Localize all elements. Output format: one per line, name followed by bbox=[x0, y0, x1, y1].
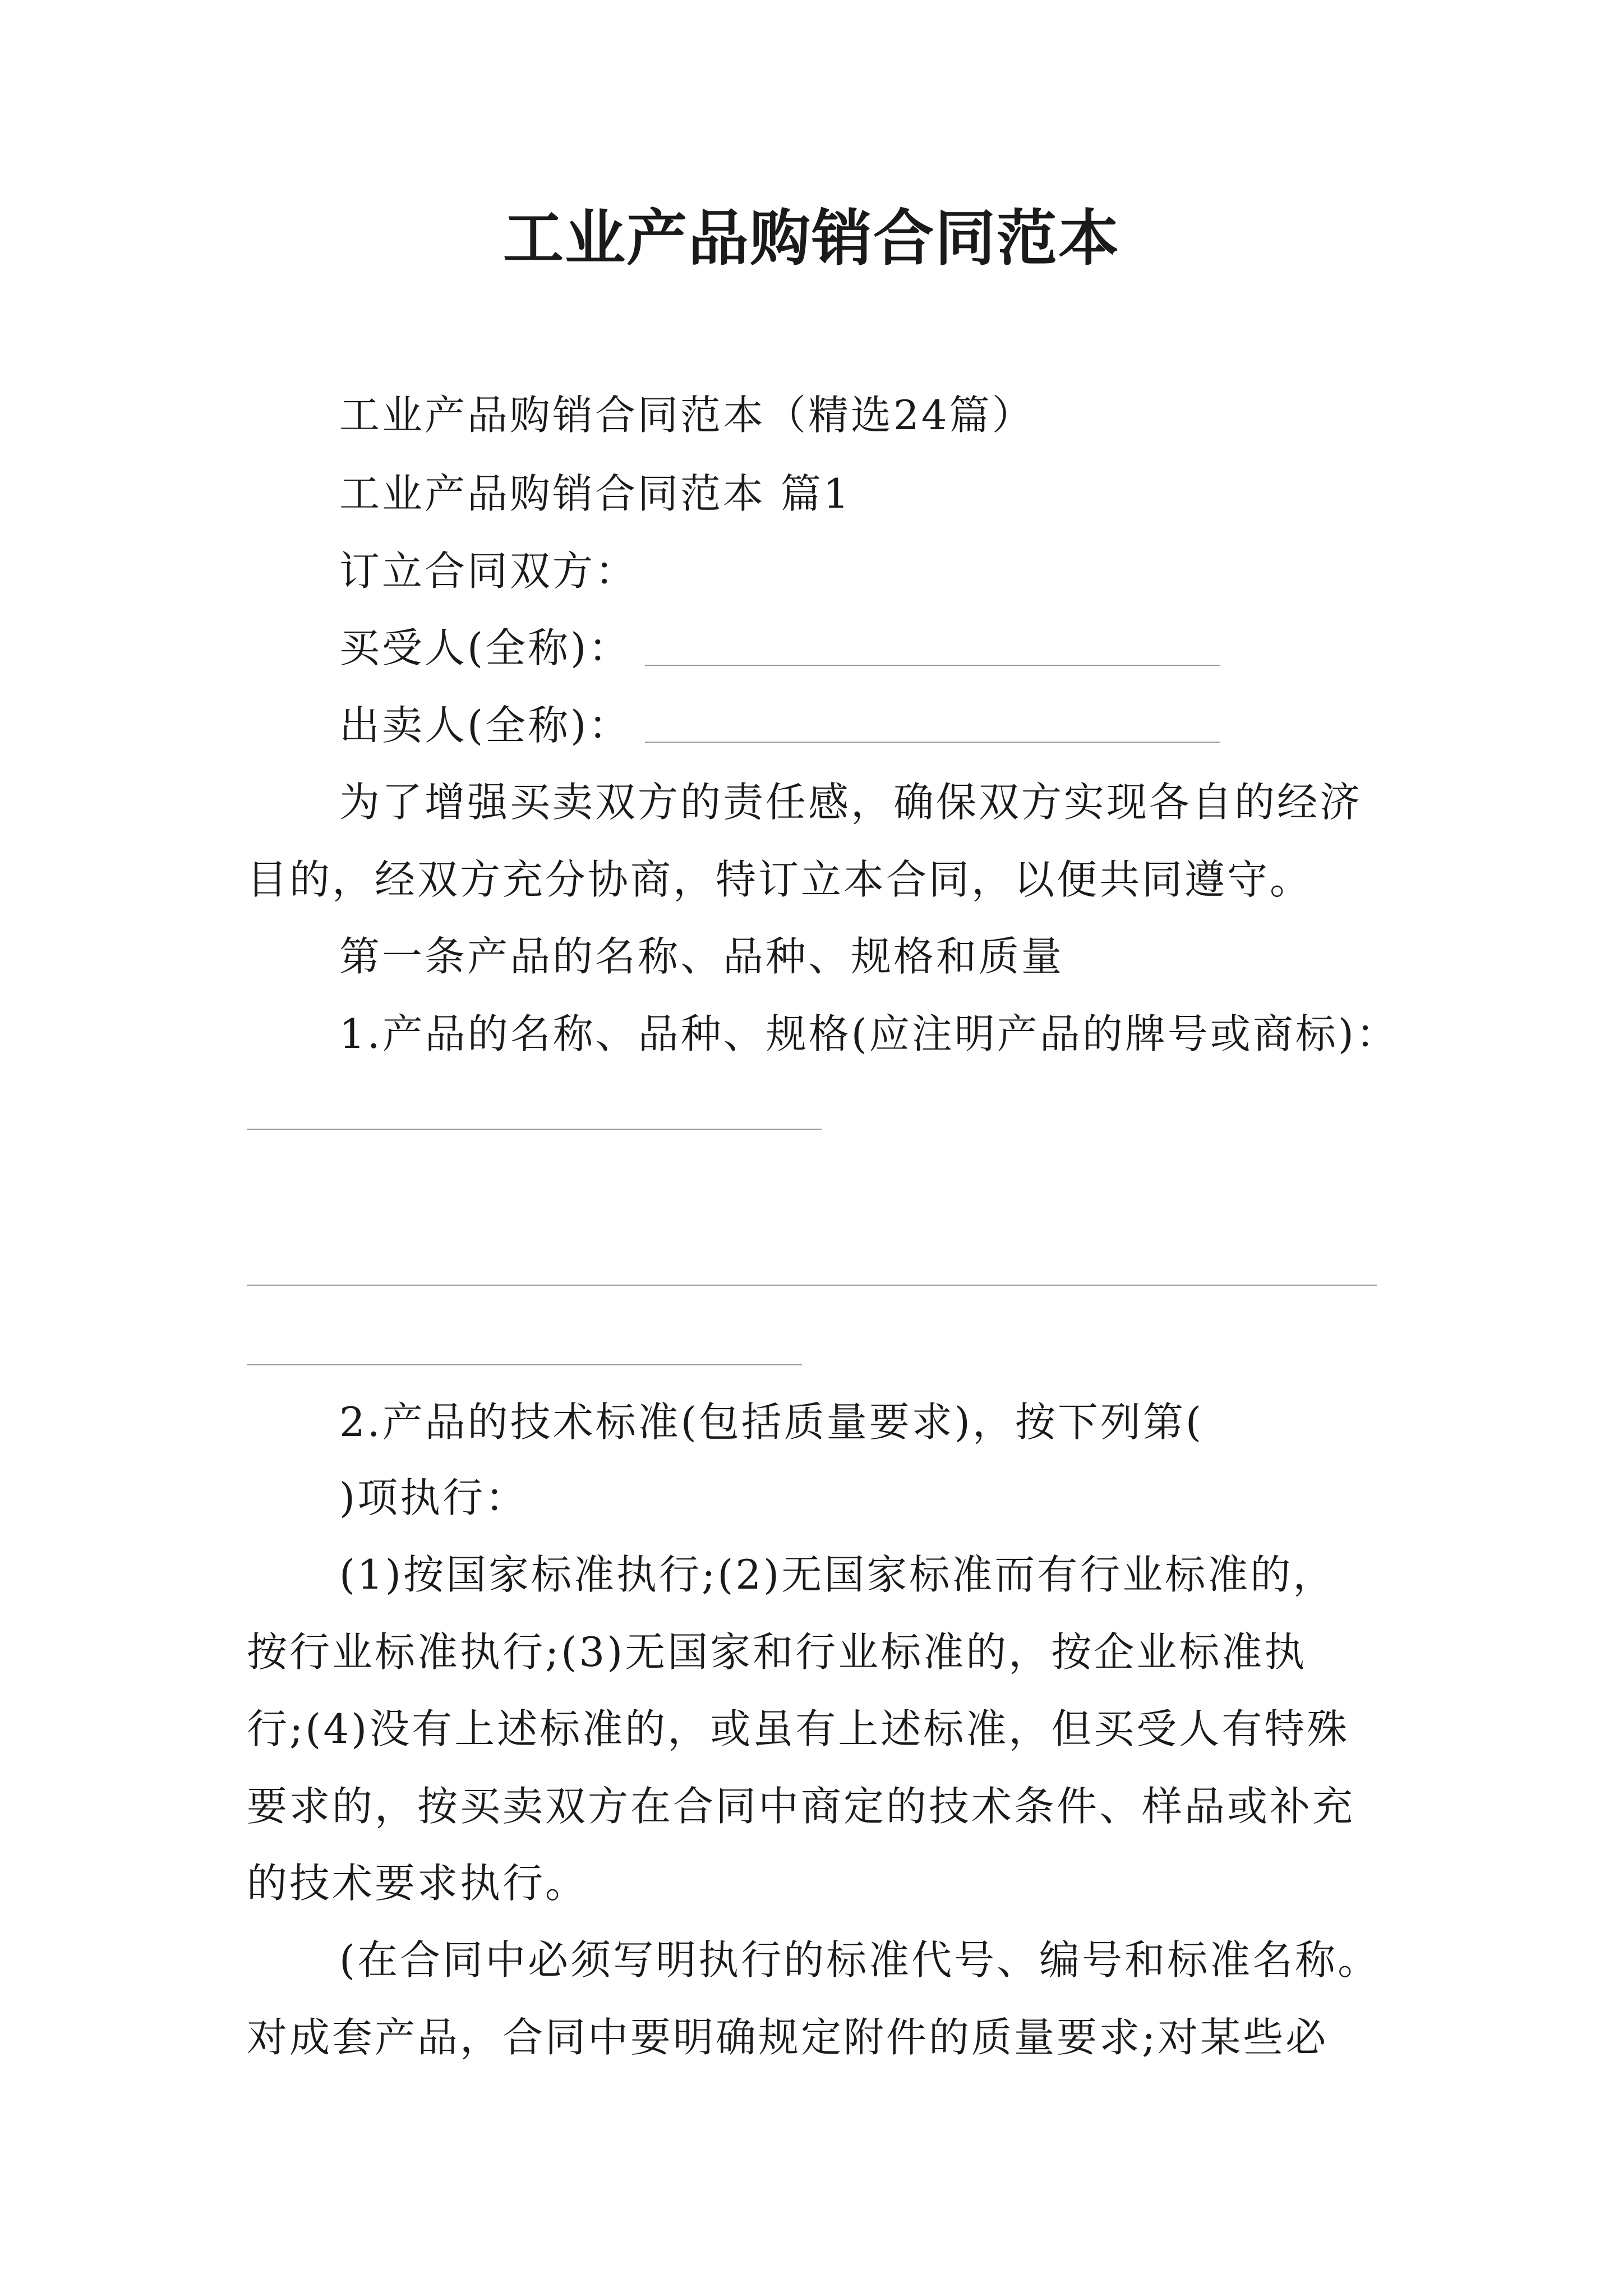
paragraph-line: 行;(4)没有上述标准的，或虽有上述标准，但买受人有特殊 bbox=[247, 1705, 1350, 1752]
paragraph-line: (在合同中必须写明执行的标准代号、编号和标准名称。 bbox=[339, 1936, 1381, 1984]
paragraph-line: )项执行： bbox=[339, 1474, 528, 1521]
buyer-name-blank bbox=[645, 665, 1220, 666]
article-heading: 第一条产品的名称、品种、规格和质量 bbox=[339, 933, 1064, 980]
paragraph-line: 要求的，按买卖双方在合同中商定的技术条件、样品或补充 bbox=[247, 1783, 1355, 1830]
seller-label: 出卖人(全称)： bbox=[339, 702, 631, 749]
paragraph-line: 1.产品的名称、品种、规格(应注明产品的牌号或商标)： bbox=[339, 1010, 1399, 1057]
paragraph-line: 按行业标准执行;(3)无国家和行业标准的，按企业标准执 bbox=[247, 1628, 1307, 1676]
paragraph-line: 2.产品的技术标准(包括质量要求)，按下列第( bbox=[339, 1398, 1204, 1446]
text-line: 订立合同双方： bbox=[339, 547, 638, 595]
product-name-blank bbox=[247, 1129, 822, 1130]
paragraph-line: 为了增强买卖双方的责任感，确保双方实现各自的经济 bbox=[339, 779, 1363, 826]
paragraph-line: 的技术要求执行。 bbox=[247, 1860, 588, 1907]
product-spec-blank bbox=[247, 1285, 1377, 1286]
product-brand-blank bbox=[247, 1364, 802, 1365]
document-title: 工业产品购销合同范本 bbox=[502, 203, 1120, 274]
seller-name-blank bbox=[645, 742, 1220, 743]
paragraph-line: (1)按国家标准执行;(2)无国家标准而有行业标准的， bbox=[339, 1551, 1336, 1598]
paragraph-line: 目的，经双方充分协商，特订立本合同，以便共同遵守。 bbox=[247, 856, 1313, 903]
paragraph-line: 对成套产品，合同中要明确规定附件的质量要求;对某些必 bbox=[247, 2014, 1329, 2061]
section-heading: 工业产品购销合同范本 篇1 bbox=[339, 470, 851, 517]
buyer-label: 买受人(全称)： bbox=[339, 624, 631, 671]
subtitle-line: 工业产品购销合同范本（精选24篇） bbox=[339, 392, 1035, 439]
